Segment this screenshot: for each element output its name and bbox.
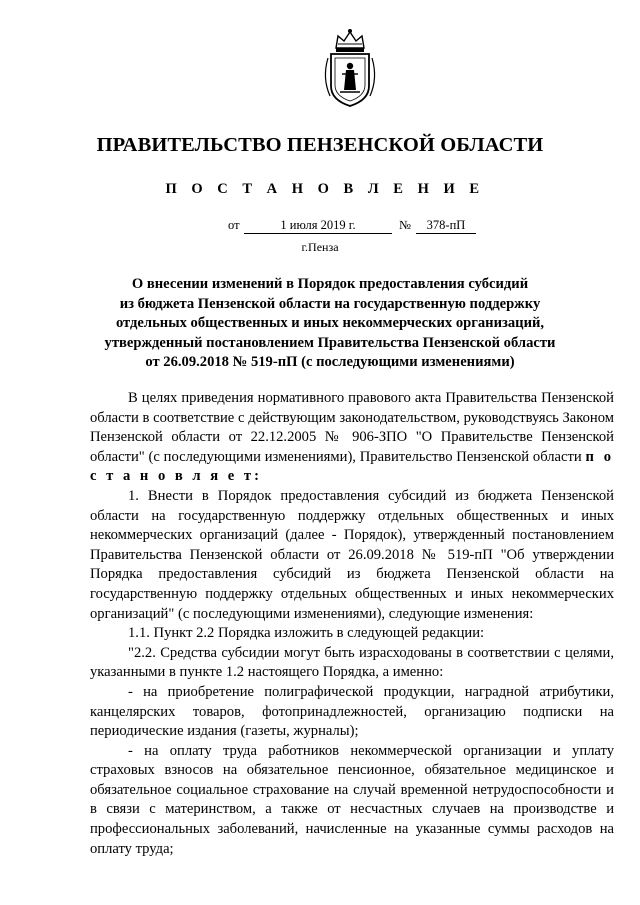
heading-line: из бюджета Пензенской области на государственную поддержку (119, 295, 541, 312)
paragraph-1-1: 1.1. Пункт 2.2 Порядка изложить в следующей редакции: (128, 625, 485, 642)
penza-coat-of-arms-icon (318, 28, 382, 110)
list-item: - на оплату труда работников некоммерческой организации и уплату страховых взносов на обязательное пенсионное, обязательное медицинское и обязательное социальное страхование на случай временной нетрудоспособности и в связи с материнством, а также от несчастных случаев на производстве и профессиональных заболеваний, начисленные на указанные суммы расходов на оплату труда; (90, 742, 614, 857)
number-prefix: № (399, 218, 411, 232)
resolves-word: п о с т а н о в л я е т: (90, 448, 614, 485)
document-body (90, 389, 614, 859)
paragraph-2-2: "2.2. Средства субсидии могут быть израсходованы в соответствии с целями, указанными в пункте 1.2 настоящего Порядка, а именно: (90, 644, 614, 681)
paragraph-1: 1. Внести в Порядок предоставления субсидий из бюджета Пензенской области на государственную поддержку отдельных общественных и иных некоммерческих организаций (далее - Порядок), утвержденный постановлением Правительства Пензенской области от 26.09.2018 № 519-пП "Об утверждении Порядка предоставления субсидий из бюджета Пензенской области на государственную поддержку отдельных общественных и иных некоммерческих организаций" (с последующими изменениями), следующие изменения: (90, 487, 614, 622)
intro-text: В целях приведения нормативного правового акта Правительства Пензенской области в соответствие с действующим законодательством, руководствуясь Законом Пензенской области от 22.12.2005 № 906-ЗПО "О Правительстве Пензенской области" (с последующими изменениями), Правительство Пензенской области (90, 390, 614, 465)
city: г.Пенза (301, 240, 339, 254)
government-title: ПРАВИТЕЛЬСТВО ПЕНЗЕНСКОЙ ОБЛАСТИ (96, 134, 544, 156)
document-type: П О С Т А Н О В Л Е Н И Е (165, 181, 485, 197)
list-item: - на приобретение полиграфической продукции, наградной атрибутики, канцелярских товаров, фотопринадлежностей, организацию подписки на периодические издания (газеты, журналы); (90, 683, 614, 740)
date-prefix: от (228, 218, 240, 232)
document-heading (100, 275, 560, 373)
heading-line: утвержденный постановлением Правительства Пензенской области (104, 334, 556, 351)
heading-line: от 26.09.2018 № 519-пП (с последующими изменениями) (145, 354, 515, 370)
heading-line: отдельных общественных и иных некоммерческих организаций, (115, 315, 545, 331)
heading-line: О внесении изменений в Порядок предоставления субсидий (131, 276, 529, 292)
date-value: 1 июля 2019 г. (244, 218, 392, 234)
intro-paragraph (90, 389, 614, 487)
number-value: 378-пП (416, 218, 476, 234)
